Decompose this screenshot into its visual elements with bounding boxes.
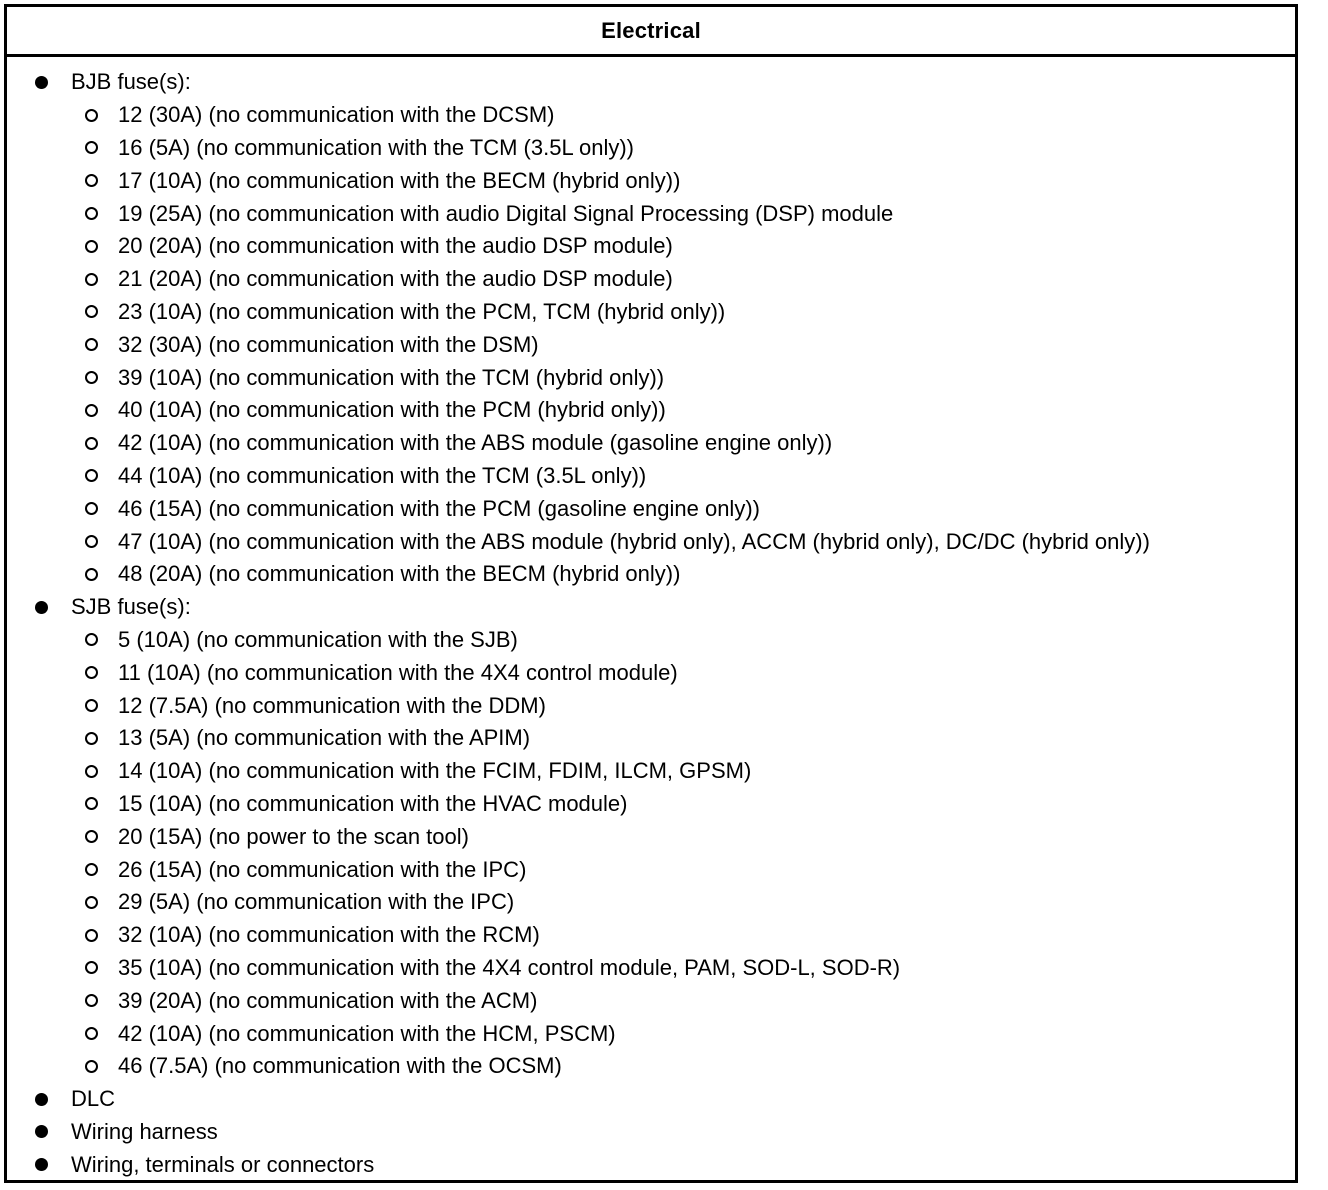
sub-list-item <box>7 788 1295 821</box>
open-bullet-icon <box>85 371 98 384</box>
sub-list-item-label: 20 (15A) (no power to the scan tool) <box>118 823 469 849</box>
sub-list-item-label: 44 (10A) (no communication with the TCM (3.5L only)) <box>118 462 647 488</box>
open-bullet-icon <box>85 797 98 810</box>
open-bullet-icon <box>85 863 98 876</box>
sub-list-item <box>7 919 1295 952</box>
sub-list-item <box>7 132 1295 165</box>
sub-list-item-label: 42 (10A) (no communication with the ABS module (gasoline engine only)) <box>118 430 833 456</box>
sub-list-item <box>7 984 1295 1017</box>
sub-list-item-label: 17 (10A) (no communication with the BECM (hybrid only)) <box>118 167 681 193</box>
sub-list-item-label: 14 (10A) (no communication with the FCIM, FDIM, ILCM, GPSM) <box>118 758 752 784</box>
sub-list-item <box>7 755 1295 788</box>
sub-list-item <box>7 952 1295 985</box>
sub-list-item-label: 35 (10A) (no communication with the 4X4 control module, PAM, SOD-L, SOD-R) <box>118 954 901 980</box>
open-bullet-icon <box>85 699 98 712</box>
sub-list-item-label: 46 (7.5A) (no communication with the OCSM) <box>118 1053 562 1079</box>
sub-list-item <box>7 99 1295 132</box>
sub-list-item <box>7 197 1295 230</box>
list-item <box>7 1116 1295 1149</box>
open-bullet-icon <box>85 568 98 581</box>
sub-list-item <box>7 460 1295 493</box>
table-header: Electrical <box>7 7 1295 57</box>
open-bullet-icon <box>85 765 98 778</box>
open-bullet-icon <box>85 469 98 482</box>
open-bullet-icon <box>85 732 98 745</box>
open-bullet-icon <box>85 404 98 417</box>
sub-list-item <box>7 164 1295 197</box>
list-item <box>7 1148 1295 1181</box>
sub-list-item-label: 23 (10A) (no communication with the PCM, TCM (hybrid only)) <box>118 298 726 324</box>
sub-list <box>7 624 1295 1083</box>
open-bullet-icon <box>85 535 98 548</box>
sub-list-item-label: 19 (25A) (no communication with audio Digital Signal Processing (DSP) module <box>118 200 894 226</box>
sub-list-item <box>7 296 1295 329</box>
sub-list-item <box>7 722 1295 755</box>
sub-list-item-label: 12 (30A) (no communication with the DCSM) <box>118 102 555 128</box>
sub-list-item-label: 39 (20A) (no communication with the ACM) <box>118 987 538 1013</box>
open-bullet-icon <box>85 109 98 122</box>
sub-list-item <box>7 656 1295 689</box>
filled-bullet-icon <box>35 1125 48 1138</box>
sub-list-item <box>7 394 1295 427</box>
open-bullet-icon <box>85 830 98 843</box>
sub-list-item <box>7 820 1295 853</box>
sub-list-item <box>7 886 1295 919</box>
list-item <box>7 66 1295 99</box>
sub-list-item-label: 11 (10A) (no communication with the 4X4 control module) <box>118 659 678 685</box>
open-bullet-icon <box>85 338 98 351</box>
sub-list <box>7 99 1295 591</box>
sub-list-item-label: 48 (20A) (no communication with the BECM (hybrid only)) <box>118 561 681 587</box>
sub-list-item-label: 5 (10A) (no communication with the SJB) <box>118 626 518 652</box>
open-bullet-icon <box>85 174 98 187</box>
sub-list-item <box>7 525 1295 558</box>
filled-bullet-icon <box>35 1158 48 1171</box>
sub-list-item-label: 16 (5A) (no communication with the TCM (3.5L only)) <box>118 134 634 160</box>
sub-list-item-label: 20 (20A) (no communication with the audio DSP module) <box>118 233 673 259</box>
filled-bullet-icon <box>35 1093 48 1106</box>
sub-list-item <box>7 1050 1295 1083</box>
open-bullet-icon <box>85 437 98 450</box>
sub-list-item <box>7 558 1295 591</box>
list-item-label: DLC <box>71 1086 116 1112</box>
sub-list-item <box>7 689 1295 722</box>
open-bullet-icon <box>85 929 98 942</box>
list-item-label: SJB fuse(s): <box>71 594 191 620</box>
sub-list-item <box>7 853 1295 886</box>
filled-bullet-icon <box>35 601 48 614</box>
sub-list-item-label: 32 (10A) (no communication with the RCM) <box>118 922 540 948</box>
sub-list-item-label: 12 (7.5A) (no communication with the DDM) <box>118 692 546 718</box>
sub-list-item <box>7 624 1295 657</box>
list-item <box>7 591 1295 624</box>
list-item-label: Wiring, terminals or connectors <box>71 1151 375 1177</box>
open-bullet-icon <box>85 1027 98 1040</box>
sub-list-item <box>7 328 1295 361</box>
sub-list-item <box>7 492 1295 525</box>
sub-list-item-label: 47 (10A) (no communication with the ABS module (hybrid only), ACCM (hybrid only), DC/DC (hybrid only)) <box>118 528 1150 554</box>
sub-list-item-label: 39 (10A) (no communication with the TCM (hybrid only)) <box>118 364 665 390</box>
list-item-label: Wiring harness <box>71 1118 218 1144</box>
open-bullet-icon <box>85 273 98 286</box>
sub-list-item-label: 32 (30A) (no communication with the DSM) <box>118 331 539 357</box>
open-bullet-icon <box>85 666 98 679</box>
sub-list-item <box>7 361 1295 394</box>
open-bullet-icon <box>85 896 98 909</box>
sub-list-item-label: 26 (15A) (no communication with the IPC) <box>118 856 527 882</box>
open-bullet-icon <box>85 141 98 154</box>
sub-list-item-label: 40 (10A) (no communication with the PCM (hybrid only)) <box>118 397 666 423</box>
list-item-label: BJB fuse(s): <box>71 69 191 95</box>
filled-bullet-icon <box>35 76 48 89</box>
open-bullet-icon <box>85 1060 98 1073</box>
open-bullet-icon <box>85 207 98 220</box>
open-bullet-icon <box>85 994 98 1007</box>
sub-list-item-label: 42 (10A) (no communication with the HCM, PSCM) <box>118 1020 616 1046</box>
sub-list-item-label: 46 (15A) (no communication with the PCM (gasoline engine only)) <box>118 495 760 521</box>
sub-list-item <box>7 427 1295 460</box>
sub-list-item <box>7 263 1295 296</box>
sub-list-item-label: 29 (5A) (no communication with the IPC) <box>118 889 515 915</box>
electrical-table <box>4 4 1298 1183</box>
open-bullet-icon <box>85 305 98 318</box>
sub-list-item <box>7 1017 1295 1050</box>
sub-list-item-label: 13 (5A) (no communication with the APIM) <box>118 725 531 751</box>
sub-list-item-label: 21 (20A) (no communication with the audio DSP module) <box>118 266 673 292</box>
open-bullet-icon <box>85 961 98 974</box>
sub-list-item-label: 15 (10A) (no communication with the HVAC module) <box>118 790 628 816</box>
table-content <box>7 57 1295 1181</box>
sub-list-item <box>7 230 1295 263</box>
open-bullet-icon <box>85 240 98 253</box>
open-bullet-icon <box>85 502 98 515</box>
list-item <box>7 1083 1295 1116</box>
open-bullet-icon <box>85 633 98 646</box>
